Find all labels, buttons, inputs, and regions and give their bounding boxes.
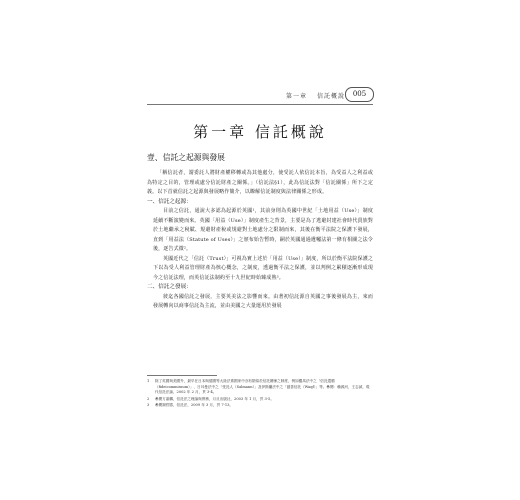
body-content [147,152,373,312]
origin-paragraph-2: 英國近代之「信託（Trust）」可視為實上述於「用益（Use）」制度，所以於衡平法院保護之下以為受人利益管理財產為核心概念，之制度，透過衡平法之保護，並以判例之累積逐漸形成現今之信託法理，而英信託法制約至十九世紀時始臻成熟³。 [153,255,374,281]
footnote-number: 3 [147,403,150,408]
footnote-text: 除了英國與美國外，最早在日本與德國等大陸法系國家中亦有類似於信託關係之制度，例如羅馬法中之「信託遺贈（fideicommissum）」、日耳曼法中之「受託人（Salmann）」及伊斯蘭法中之「慈善信託（Waqf）」等。參閱：賴源河、王志誠，現代信託法論，2002 年 2 月，頁 3-4。 [155,379,370,395]
footnote-number: 1 [147,379,150,383]
footnote-rule [147,375,217,376]
chapter-title: 第一章 信託概說 [193,123,327,141]
development-paragraph-1: 彼迄各國信託之發展，主要英美法之影響而來。由著初信託源自英國之事後發展為主，來而發展轉向以商事信託為主流，並由美國之大量運用於發展 [153,293,373,309]
running-head-chapter: 第一章 [286,93,308,100]
subsection-heading-origin: 一、信託之起源： [147,198,192,205]
footnote-3 [147,403,373,409]
running-head [286,91,345,100]
footnote-text: 參閱謝哲勝，信託法，2009 年 3 月，頁 7-13。 [155,403,233,408]
subsection-heading-development: 二、信託之發展： [147,284,192,290]
origin-paragraph-1: 目前之信託，通說大多認為起源於英國¹，其前身則為英國中世紀「土地用益（Use）」制度延續不斷演變而來。英國「用益（Use）」制度產生之背景，主要是為了逃避封建社會時代貴族對於土地繼承之稅賦、規避財產稅或規避對土地處分之限制而來，其後在衡平法院之保護下發展，直到「用益法（Statute of Uses）」之頒布始告暫時，嗣於英國通過遺囑法第一條有相關之法令後，逐告式微²。 [153,208,373,252]
footnote-2 [147,397,373,403]
footnote-1 [147,379,373,396]
page-number-badge: 005 [345,87,374,102]
intro-paragraph: 「稱信託者，謂委託人將財產權移轉或為其他處分，使受託人依信託本旨，為受益人之利益或為特定之目的，管理或處分信託財產之關係。」（信託法§1），此為信託法對「信託關係」所下之定義。以下首就信託之起源與發展略作簡介，以瞭解信託制度與法律關係之形成。 [147,170,373,195]
running-head-section: 信託概說 [317,93,346,100]
footnote-text: 參閱方嘉麟，信託法之理論與實務，月旦出版社，2003 年 1 月，頁 3-5。 [155,396,274,401]
section-heading: 壹、信託之起源與發展 [147,153,225,162]
footnotes [147,379,373,410]
header-rule [147,104,373,105]
footnote-number: 2 [147,396,150,401]
